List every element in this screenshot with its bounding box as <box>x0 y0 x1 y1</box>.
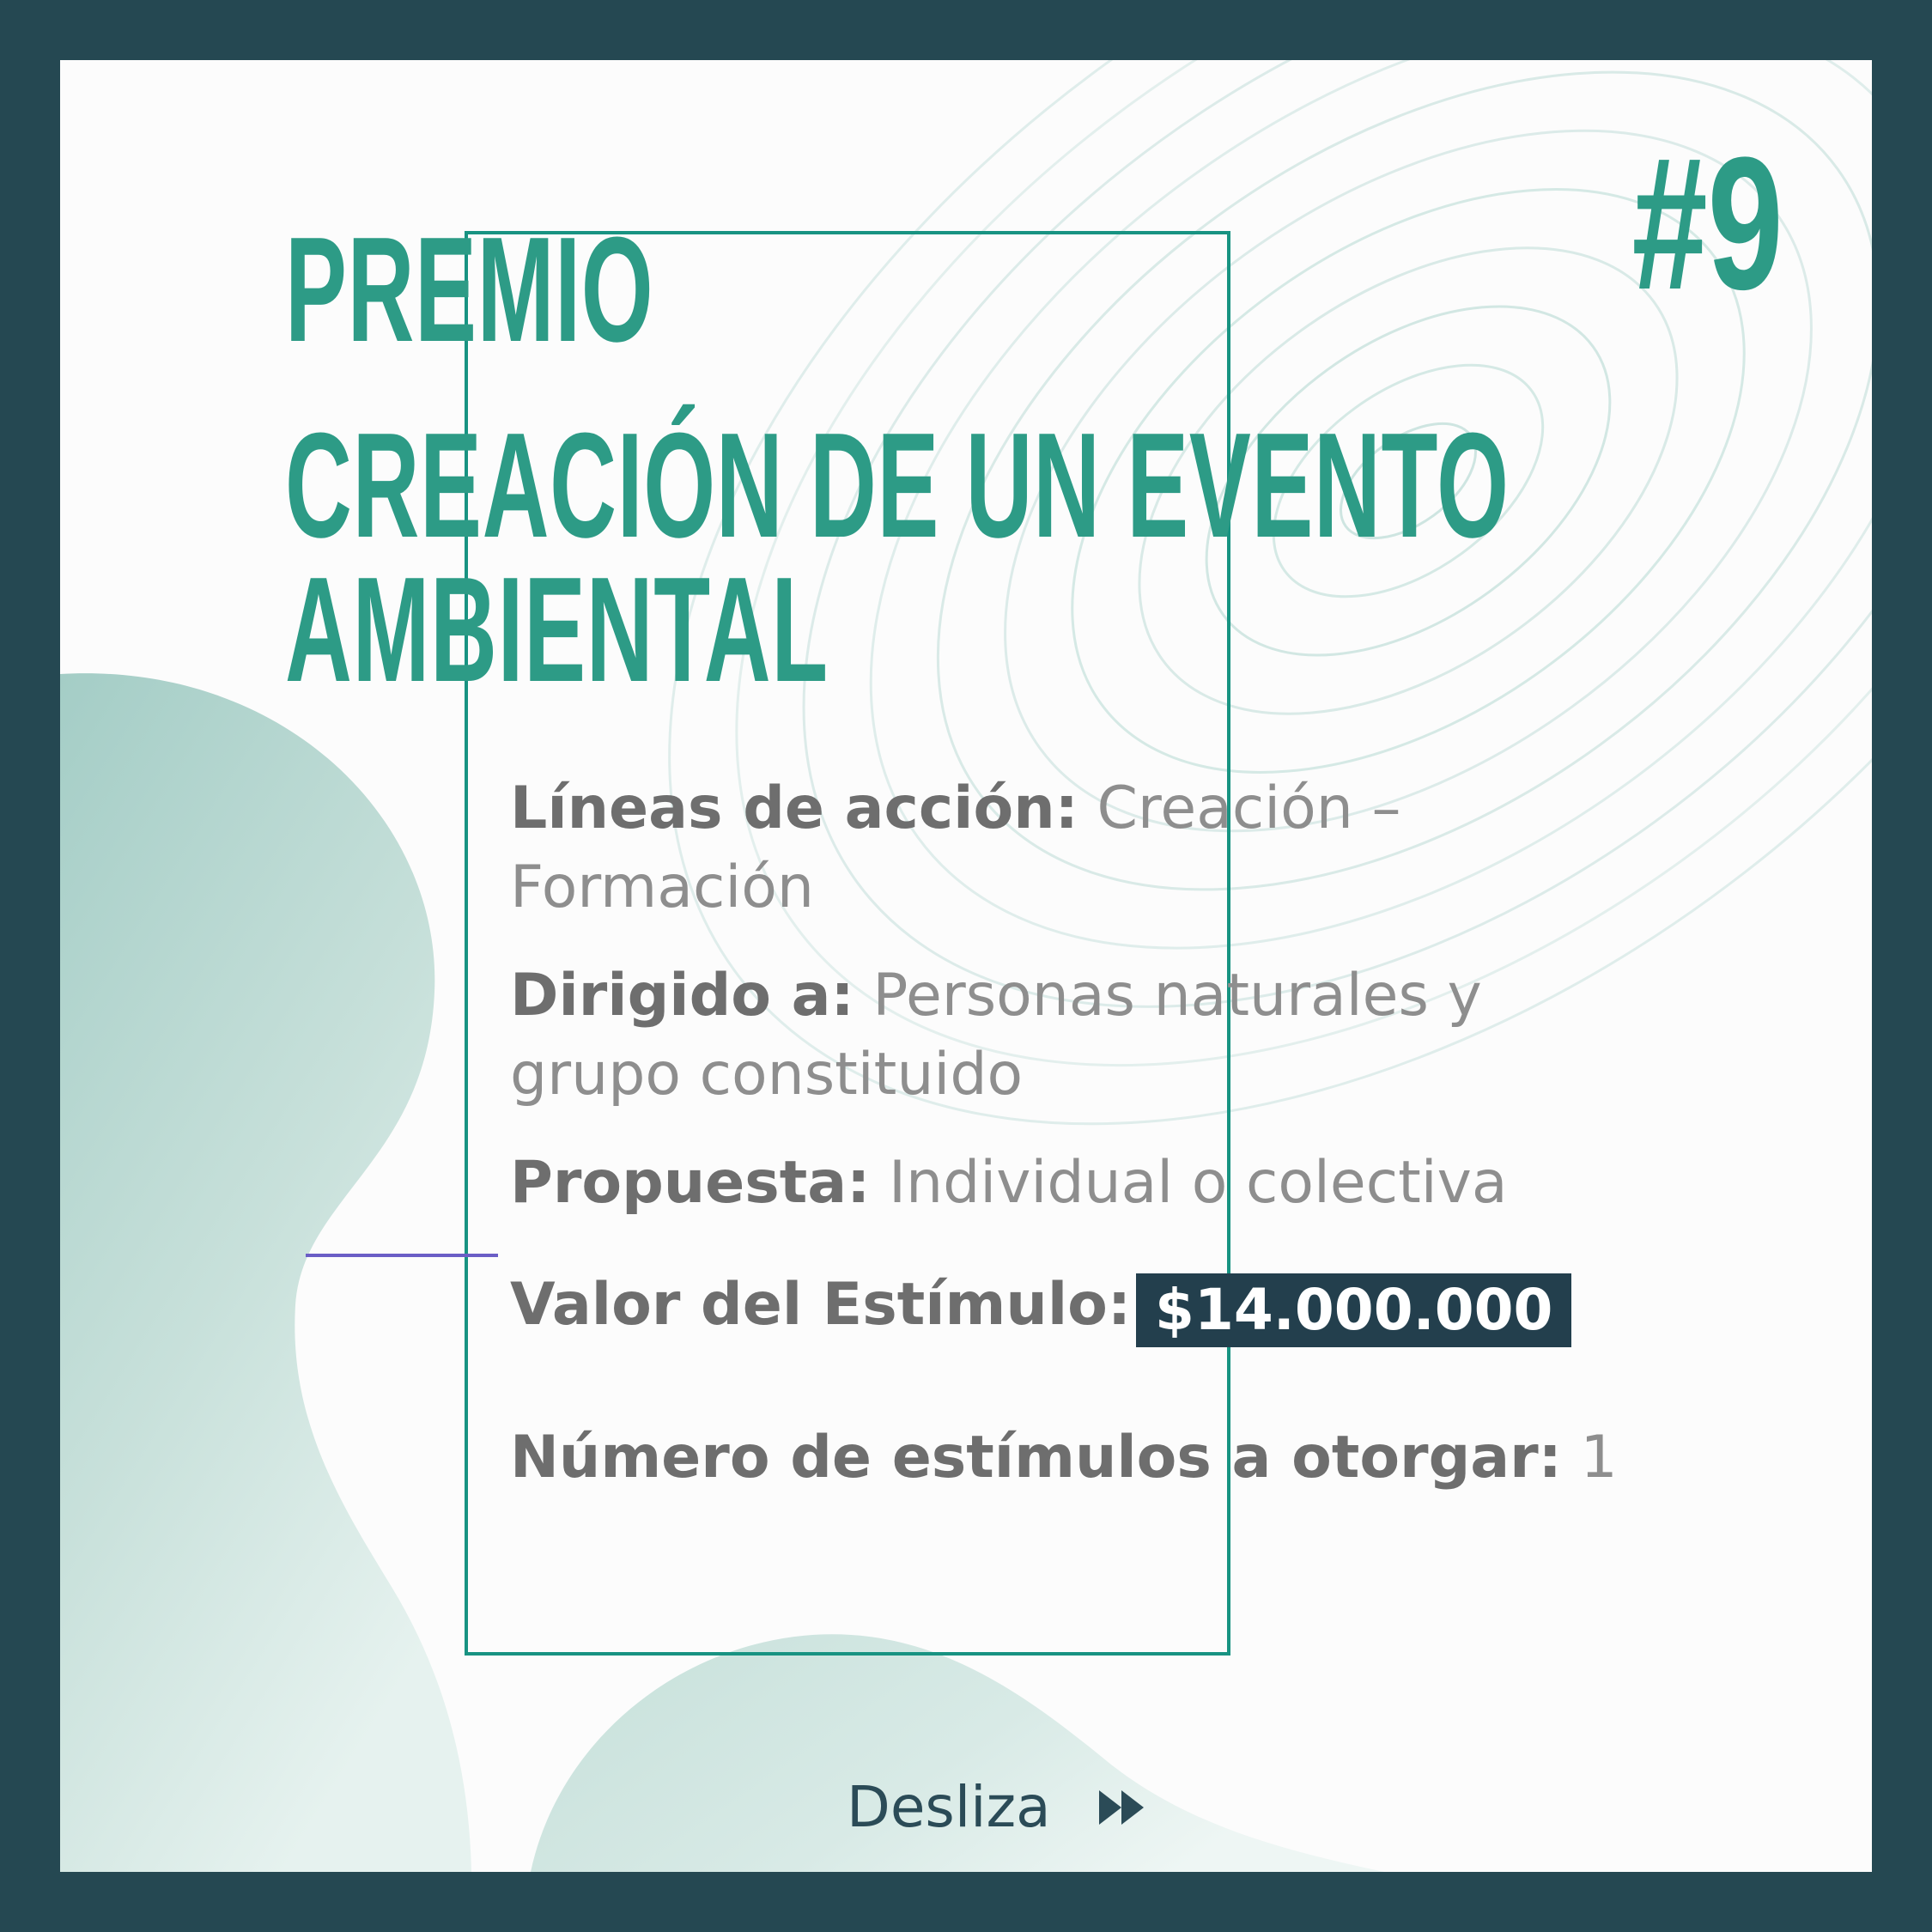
detail-propuesta <box>510 1144 1508 1223</box>
detail-value: Personas naturales y grupo constituido <box>510 962 1482 1109</box>
detail-label: Líneas de acción: <box>510 775 1078 842</box>
detail-value: Creación – Formación <box>510 775 1401 921</box>
detail-value: 1 <box>1580 1424 1618 1492</box>
stimulus-value-badge: $14.000.000 <box>1136 1273 1571 1347</box>
page-title-line1: CREACIÓN DE UN EVENTO <box>285 401 1510 568</box>
detail-dirigido-a <box>510 957 1661 1115</box>
detail-label: Valor del Estímulo: <box>510 1271 1132 1339</box>
detail-label: Propuesta: <box>510 1149 871 1217</box>
detail-numero-estimulos <box>510 1419 1618 1498</box>
left-blob-decoration <box>60 673 471 1872</box>
detail-valor-estimulo <box>510 1266 1571 1347</box>
detail-value: Individual o colectiva <box>888 1149 1508 1217</box>
swipe-label[interactable]: Desliza <box>847 1774 1051 1840</box>
slide-number-badge: #9 <box>1631 118 1783 329</box>
detail-label: Dirigido a: <box>510 962 854 1030</box>
purple-accent-line <box>306 1254 498 1257</box>
kicker-premio: PREMIO <box>285 205 654 373</box>
fast-forward-icon[interactable] <box>1097 1789 1145 1826</box>
page-title-line2: AMBIENTAL <box>285 545 829 713</box>
swipe-hint[interactable] <box>847 1774 1145 1840</box>
detail-label: Número de estímulos a otorgar: <box>510 1424 1562 1492</box>
detail-lineas-de-accion <box>510 769 1661 927</box>
